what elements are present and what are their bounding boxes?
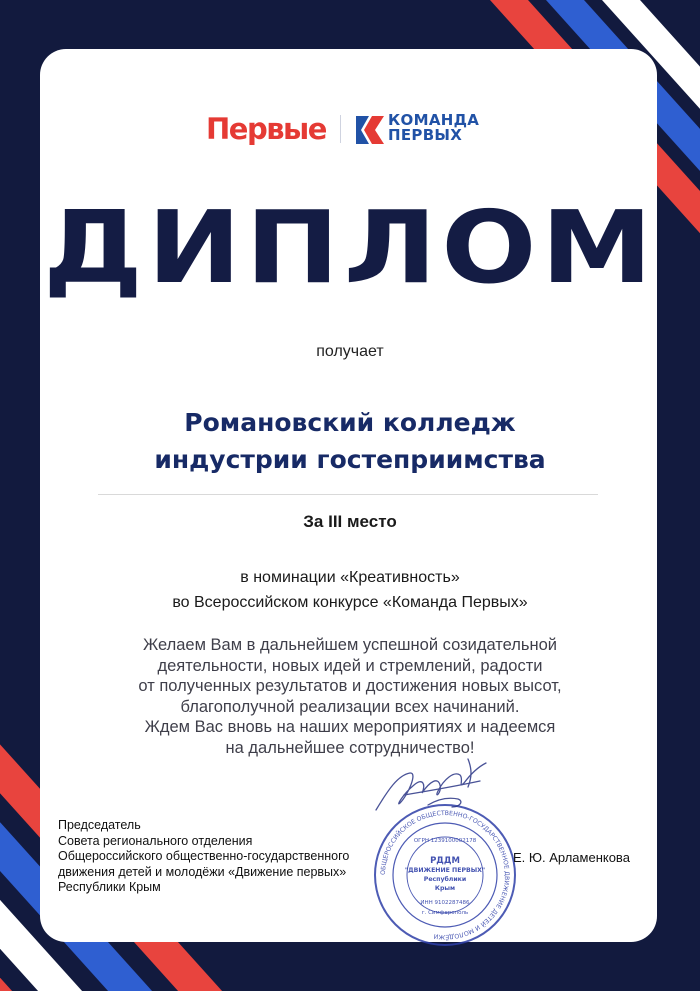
wishes-line: Ждем Вас вновь на наших мероприятиях и надеемся	[144, 718, 556, 736]
stamp-center-4: Крым	[434, 885, 456, 892]
nomination-line-2: во Всероссийском конкурсе «Команда Первых»	[172, 594, 528, 611]
wishes-paragraph	[0, 635, 700, 758]
wishes-line: благополучной реализации всех начинаний.	[180, 697, 520, 716]
recipient-line-2: индустрии гостеприимства	[154, 445, 546, 474]
stamp-center-1: РДДМ	[430, 856, 460, 866]
divider	[98, 494, 598, 495]
stamp-center-3: Республики	[423, 876, 467, 883]
signer-position-line: движения детей и молодёжи «Движение первых»	[58, 864, 347, 879]
signer-position-line: Председатель	[58, 818, 141, 832]
signer-position	[58, 818, 349, 896]
receives-text: получает	[316, 343, 384, 360]
recipient-name	[0, 404, 700, 478]
komanda-logo-line1: КОМАНДА	[388, 111, 480, 129]
pervye-logo: Первые	[206, 112, 326, 146]
handwritten-signature	[368, 755, 498, 825]
nomination-line-1: в номинации «Креативность»	[240, 569, 460, 586]
signer-name: Е. Ю. Арламенкова	[513, 850, 630, 865]
stamp-ogrn: ОГРН 1239100002178	[413, 838, 477, 844]
wishes-line: Желаем Вам в дальнейшем успешной созидательной	[142, 636, 558, 654]
signer-position-line: Совета регионального отделения	[58, 833, 253, 848]
logo-separator	[340, 115, 341, 143]
stamp-inn: ИНН 9102287486	[420, 900, 470, 906]
nomination	[0, 565, 700, 615]
stamp-ring-text: ОБЩЕРОССИЙСКОЕ ОБЩЕСТВЕННО-ГОСУДАРСТВЕННОЕ ДВИЖЕНИЕ ДЕТЕЙ И МОЛОДЁЖИ	[379, 809, 511, 941]
wishes-line: от полученных результатов и достижения новых высот,	[138, 677, 562, 695]
komanda-pervykh-logo	[388, 113, 479, 143]
recipient-line-1: Романовский колледж	[184, 408, 516, 437]
wishes-line: деятельности, новых идей и стремлений, радости	[157, 656, 543, 675]
signer-position-line: Общероссийского общественно-государственного	[58, 849, 350, 863]
signer-position-line: Республики Крым	[58, 880, 161, 894]
diploma-card	[40, 49, 657, 942]
stamp-center-2: "ДВИЖЕНИЕ ПЕРВЫХ"	[404, 867, 486, 874]
award-place: За III место	[303, 512, 397, 531]
diploma-title: ДИПЛОМ	[43, 189, 657, 306]
logo-bar	[0, 110, 700, 150]
wishes-line: на дальнейшее сотрудничество!	[225, 738, 475, 757]
komanda-logo-line2: ПЕРВЫХ	[388, 126, 463, 144]
stamp-city: г. Симферополь	[421, 910, 469, 916]
k-mark-icon	[356, 116, 384, 144]
